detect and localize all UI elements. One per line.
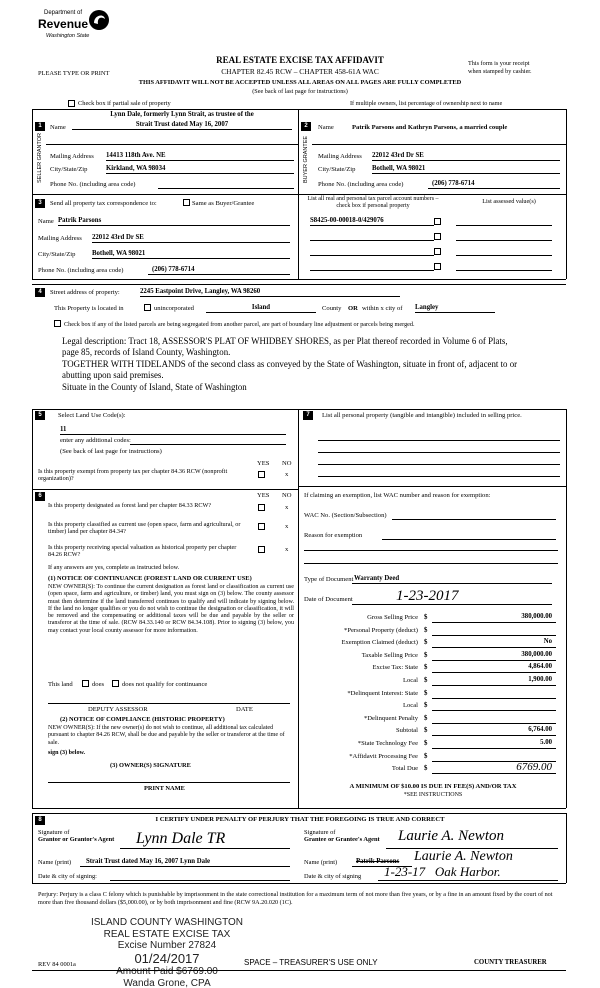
totals-value — [432, 701, 556, 711]
not-accepted-note: THIS AFFIDAVIT WILL NOT BE ACCEPTED UNLESS ALL AREAS ON ALL PAGES ARE FULLY COMPLETED — [138, 79, 462, 86]
notice2-title: (2) NOTICE OF COMPLIANCE (HISTORIC PROPERTY) — [60, 716, 225, 723]
receipt-note — [468, 60, 578, 76]
section-3-number: 3 — [35, 199, 45, 208]
or-label: OR — [348, 305, 358, 312]
legal-line4: abutting upon said premises. — [62, 370, 164, 381]
land-use-label: Select Land Use Code(s): — [58, 412, 126, 419]
grantee-name-struck: Patrik Parsons — [352, 858, 412, 867]
parcel-2-personal-checkbox[interactable] — [434, 233, 441, 240]
minimum-note: A MINIMUM OF $10.00 IS DUE IN FEE(S) AND/OR TAX — [349, 783, 517, 790]
totals-label: Subtotal — [396, 727, 418, 735]
section-1-number: 1 — [35, 122, 45, 131]
seller-city-label: City/State/Zip — [50, 166, 88, 173]
located-in-label: This Property is located in — [54, 305, 124, 312]
totals-row — [304, 625, 560, 638]
totals-dollar-sign: $ — [424, 740, 428, 747]
grantee-name-handwritten: Laurie A. Newton — [414, 849, 513, 864]
grantor-date-city-label: Date & city of signing: — [38, 873, 97, 880]
totals-row — [304, 612, 560, 625]
treasurer-stamp — [82, 917, 252, 988]
totals-value: 5.00 — [432, 739, 556, 749]
same-as-buyer-label: Same as Buyer/Grantee — [192, 200, 255, 207]
receipt-line1: This form is your receipt — [468, 60, 530, 67]
grantee-name-label: Name (print) — [304, 859, 338, 866]
totals-row — [304, 650, 560, 663]
totals-value: 6,764.00 — [432, 726, 556, 736]
multiple-owners-note: If multiple owners, list percentage of ownership next to name — [350, 100, 503, 107]
street-label: Street address of property: — [50, 289, 120, 296]
tax-corr-name-label: Name — [38, 218, 54, 225]
totals-value: 380,000.00 — [432, 651, 556, 661]
tax-corr-label: Send all property tax correspondence to: — [50, 200, 157, 207]
stamp-line3: Excise Number 27824 — [117, 940, 217, 951]
tax-corr-mailing: 22012 43rd Dr SE — [92, 234, 290, 243]
assessor-date-label: DATE — [236, 706, 253, 713]
stamp-line6: Wanda Grone, CPA — [123, 977, 211, 988]
totals-label: *Delinquent Penalty — [363, 714, 418, 722]
totals-label: Local — [402, 677, 418, 684]
parcel-1-personal-checkbox[interactable] — [434, 218, 441, 225]
grantee-signature: Laurie A. Newton — [398, 828, 504, 844]
totals-value: No — [432, 638, 556, 648]
certify-statement: I CERTIFY UNDER PENALTY OF PERJURY THAT THE FOREGOING IS TRUE AND CORRECT — [155, 816, 445, 823]
section-6-number: 6 — [35, 492, 45, 501]
grantor-sig-label2: Grantor or Grantor's Agent — [38, 836, 115, 844]
parcel-3-personal-checkbox[interactable] — [434, 248, 441, 255]
exempt-yes-checkbox[interactable] — [258, 471, 265, 478]
partial-sale-label: Check box if partial sale of property — [78, 100, 171, 107]
tax-corr-city: Bothell, WA 98021 — [92, 250, 290, 259]
totals-value — [432, 752, 556, 762]
dor-logo — [36, 8, 116, 50]
current-use-yes-checkbox[interactable] — [258, 523, 265, 530]
grantee-sig-label1: Signature of — [304, 829, 336, 836]
stamp-line4: 01/24/2017 — [134, 950, 200, 966]
buyer-city: Bothell, WA 98021 — [372, 165, 560, 174]
totals-value: 4,864.00 — [432, 663, 556, 673]
dept-line1: Department of — [44, 10, 83, 16]
rev-number: REV 84 0001a — [38, 961, 76, 968]
legal-line5: Situate in the County of Island, State of Washington — [62, 381, 247, 392]
totals-value — [432, 714, 556, 724]
form-title: REAL ESTATE EXCISE TAX AFFIDAVIT — [216, 55, 384, 65]
wac-label: WAC No. (Section/Subsection) — [304, 512, 387, 519]
stamp-line1: ISLAND COUNTY WASHINGTON — [90, 917, 244, 928]
totals-dollar-sign: $ — [424, 727, 428, 735]
stamp-line2: REAL ESTATE EXCISE TAX — [103, 928, 231, 940]
totals-dollar-sign: $ — [424, 651, 428, 659]
dept-line3: Washington State — [46, 33, 90, 39]
totals-dollar-sign: $ — [424, 639, 428, 647]
segregated-checkbox[interactable] — [54, 320, 61, 327]
county-value: Island — [206, 304, 316, 313]
segregated-label: Check box if any of the listed parcels are being segregated from another parcel, are part of boundary line adjustment or parcels being merged. — [64, 321, 415, 328]
grantor-name-print: Strait Trust dated May 16, 2007 Lynn Dale — [80, 858, 290, 867]
buyer-name: Patrik Parsons and Kathryn Parsons, a married couple — [352, 124, 508, 131]
tax-corr-phone: (206) 778-6714 — [148, 266, 290, 275]
totals-table — [304, 612, 560, 777]
personal-property-label: List all personal property (tangible and intangible) included in selling price. — [322, 412, 522, 419]
seller-mailing-label: Mailing Address — [50, 153, 94, 160]
parcel-number: S8425-00-00018-0/429076 — [310, 217, 434, 226]
tax-corr-phone-label: Phone No. (including area code) — [38, 267, 124, 274]
parcel-4-personal-checkbox[interactable] — [434, 263, 441, 270]
totals-row — [304, 763, 560, 776]
exemption-label: If claiming an exemption, list WAC number and reason for exemption: — [304, 492, 491, 499]
totals-row — [304, 688, 560, 701]
grantor-sig-label1: Signature of — [38, 829, 70, 836]
notice1-title: (1) NOTICE OF CONTINUANCE (FOREST LAND OR CURRENT USE) — [48, 575, 252, 582]
historic-question: Is this property receiving special valuation as historical property per chapter 84.26 RCW? — [48, 544, 237, 559]
buyer-vertical-label: BUYER GRANTEE — [303, 135, 309, 183]
totals-dollar-sign: $ — [424, 765, 428, 773]
this-land-label: This land — [48, 681, 73, 688]
does-not-checkbox[interactable] — [112, 680, 119, 687]
grantor-sig-label — [38, 829, 114, 844]
totals-value: 380,000.00 — [432, 613, 556, 623]
unincorporated-label: unincorporated — [154, 305, 194, 312]
stamp-line5: Amount Paid $6769.00 — [116, 966, 218, 978]
tax-corr-mailing-label: Mailing Address — [38, 235, 82, 242]
totals-dollar-sign: $ — [424, 689, 428, 697]
totals-label: *Delinquent Interest: State — [347, 689, 418, 697]
section6-no-header: NO — [282, 492, 292, 499]
totals-label: Excise Tax: State — [372, 664, 418, 672]
totals-label: *Affidavit Processing Fee — [349, 752, 418, 760]
totals-label: Exemption Claimed (deduct) — [341, 639, 418, 647]
totals-row — [304, 700, 560, 713]
exempt-question: Is this property exempt from property tax per chapter 84.36 RCW (nonprofit organization)? — [38, 468, 228, 483]
revenue-swirl-icon — [88, 8, 110, 32]
totals-label: Taxable Selling Price — [361, 651, 418, 659]
grantee-sig-label2: Grantee or Grantee's Agent — [304, 836, 380, 844]
grantor-name-label: Name (print) — [38, 859, 72, 866]
dept-line2: Revenue — [38, 17, 89, 31]
totals-row — [304, 725, 560, 738]
does-not-label: does not qualify for continuance — [122, 681, 208, 688]
totals-dollar-sign: $ — [424, 664, 428, 672]
totals-row — [304, 662, 560, 675]
totals-label: *State Technology Fee — [357, 740, 418, 747]
unincorporated-checkbox[interactable] — [144, 304, 151, 311]
totals-dollar-sign: $ — [424, 614, 428, 621]
section-7-number: 7 — [303, 411, 313, 420]
see-back-note: (See back of last page for instructions) — [252, 88, 348, 95]
totals-row — [304, 675, 560, 688]
totals-value — [432, 689, 556, 699]
forest-yes-checkbox[interactable] — [258, 504, 265, 511]
grantor-signature: Lynn Dale TR — [136, 830, 226, 847]
county-treasurer-label: COUNTY TREASURER — [474, 959, 547, 966]
forest-no-x: x — [285, 504, 289, 511]
totals-label: Gross Selling Price — [367, 614, 418, 621]
land-use-no-header: NO — [282, 460, 292, 467]
totals-row — [304, 637, 560, 650]
totals-label: Total Due — [391, 765, 418, 773]
same-as-buyer-checkbox[interactable] — [183, 199, 190, 206]
parcel-header: List all real and personal tax parcel account numbers – check box if personal property — [307, 196, 439, 210]
doc-type: Warranty Deed — [352, 575, 552, 584]
grantee-sig-label — [304, 829, 380, 844]
legal-line1: Legal description: Tract 18, ASSESSOR'S PLAT OF WHIDBEY SHORES, as per Plat thereof recorded in Volume 6 of Plats, — [62, 336, 508, 346]
tax-corr-city-label: City/State/Zip — [38, 251, 76, 258]
see-instructions-note: *SEE INSTRUCTIONS — [403, 792, 463, 798]
tax-corr-name: Patrik Parsons — [58, 217, 290, 226]
street-address: 2245 Eastpoint Drive, Langley, WA 98260 — [140, 288, 400, 297]
current-use-question: Is this property classified as current use (open space, farm and agricultural, or timber) land per chapter 84.34? — [48, 521, 241, 536]
buyer-city-label: City/State/Zip — [318, 166, 356, 173]
doc-type-label: Type of Document — [304, 576, 354, 583]
grantee-date-city: 1-23-17 Oak Harbor. — [384, 864, 501, 879]
treasurer-space-label: SPACE – TREASURER'S USE ONLY — [244, 958, 378, 967]
seller-name-label: Name — [50, 124, 66, 131]
notice2-sign: sign (3) below. — [48, 750, 86, 756]
legal-line2: page 85, records of Island County, Washington. — [62, 347, 231, 358]
notice2-text: NEW OWNER(S): If the new owner(s) do not wish to continue, all additional tax calculated pursuant to chapter 84.26 RCW, shall be due and payable by the seller or transferor at the time of sale. — [48, 725, 285, 746]
buyer-phone: (206) 778-6714 — [428, 180, 560, 189]
section-2-number: 2 — [301, 122, 311, 131]
additional-codes-label: enter any additional codes: — [60, 437, 131, 444]
receipt-line2: when stamped by cashier. — [468, 67, 532, 75]
city-value: Langley — [415, 304, 495, 313]
seller-vertical-label: SELLER GRANTOR — [37, 132, 43, 183]
land-use-yes-header: YES — [257, 460, 270, 467]
form-chapter: CHAPTER 82.45 RCW – CHAPTER 458-61A WAC — [221, 67, 379, 76]
exempt-no-x: x — [285, 471, 289, 478]
legal-description — [62, 336, 562, 393]
seller-phone-label: Phone No. (including area code) — [50, 181, 136, 188]
section6-yes-header: YES — [257, 492, 270, 499]
totals-dollar-sign: $ — [424, 702, 428, 710]
seller-city: Kirkland, WA 98034 — [106, 165, 294, 174]
section-8-number: 8 — [35, 816, 45, 825]
reason-label: Reason for exemption — [304, 532, 363, 539]
does-label: does — [92, 681, 105, 688]
doc-date-handwritten: 1-23-2017 — [396, 588, 459, 604]
grantee-date-city-label: Date & city of signing — [304, 873, 362, 880]
buyer-name-label: Name — [318, 124, 334, 131]
totals-dollar-sign: $ — [424, 752, 428, 760]
seller-name-line1: Lynn Dale, formerly Lynn Strait, as trustee of the — [110, 111, 254, 118]
please-type: PLEASE TYPE OR PRINT — [38, 70, 110, 77]
assessed-header: List assessed value(s) — [482, 198, 536, 205]
forest-question: Is this property designated as forest land per chapter 84.33 RCW? — [48, 502, 212, 509]
if-yes-note: If any answers are yes, complete as instructed below. — [48, 564, 180, 571]
seller-name-line2: Strait Trust dated May 16, 2007 — [72, 121, 292, 130]
historic-no-x: x — [285, 546, 289, 553]
land-use-code: 11 — [60, 426, 286, 435]
totals-row — [304, 738, 560, 751]
partial-sale-checkbox[interactable] — [68, 100, 75, 107]
totals-value — [432, 626, 556, 636]
print-name-label: PRINT NAME — [144, 785, 185, 792]
totals-label: Local — [402, 702, 418, 710]
current-use-no-x: x — [285, 523, 289, 530]
within-city-label: within x city of — [362, 305, 403, 312]
totals-dollar-sign: $ — [424, 626, 428, 634]
total-due-value: 6769.00 — [432, 761, 556, 774]
buyer-mailing-label: Mailing Address — [318, 153, 362, 160]
totals-dollar-sign: $ — [424, 714, 428, 722]
doc-date-label: Date of Document — [304, 596, 353, 603]
buyer-phone-label: Phone No. (including area code) — [318, 181, 404, 188]
seller-mailing: 14413 118th Ave. NE — [106, 152, 294, 161]
perjury-note: Perjury: Perjury is a class C felony which is punishable by imprisonment in the state correctional institution for a maximum term of not more than five years, or by a fine in an amount fixed by the court of not more than five thousand dollars ($5,000.00), or by both imprisonment and fine (RCW 9A.20.020 (1C). — [38, 891, 553, 906]
buyer-mailing: 22012 43rd Dr SE — [372, 152, 560, 161]
totals-value: 1,900.00 — [432, 676, 556, 686]
legal-line3: TOGETHER WITH TIDELANDS of the second class as conveyed by the State of Washington, situate in front of, adjacent to or — [62, 358, 518, 369]
notice1-text: NEW OWNER(S): To continue the current designation as forest land or classification as current use (open space, farm and agriculture, or timber) land, you must sign on (3) below. The county assessor must then determine if the land transferred continues to qualify and will indicate by signing below. If the land no longer qualifies or you do not wish to continue the designation or classification, it will be removed and the compensating or additional taxes will be due and payable by the seller or transferor at the time of sale. (RCW 84.33.140 or RCW 84.34.108). Prior to signing (3) below, you may contact your local county assessor for more information. — [48, 584, 294, 634]
totals-row — [304, 713, 560, 726]
section-5-number: 5 — [35, 411, 45, 420]
section-4-number: 4 — [35, 288, 45, 297]
totals-label: *Personal Property (deduct) — [344, 626, 418, 634]
does-checkbox[interactable] — [82, 680, 89, 687]
totals-dollar-sign: $ — [424, 677, 428, 684]
deputy-assessor-label: DEPUTY ASSESSOR — [88, 706, 148, 713]
historic-yes-checkbox[interactable] — [258, 546, 265, 553]
land-use-see-back: (See back of last page for instructions) — [60, 448, 162, 455]
notice3-title: (3) OWNER(S) SIGNATURE — [110, 762, 191, 769]
county-label: County — [322, 305, 342, 312]
